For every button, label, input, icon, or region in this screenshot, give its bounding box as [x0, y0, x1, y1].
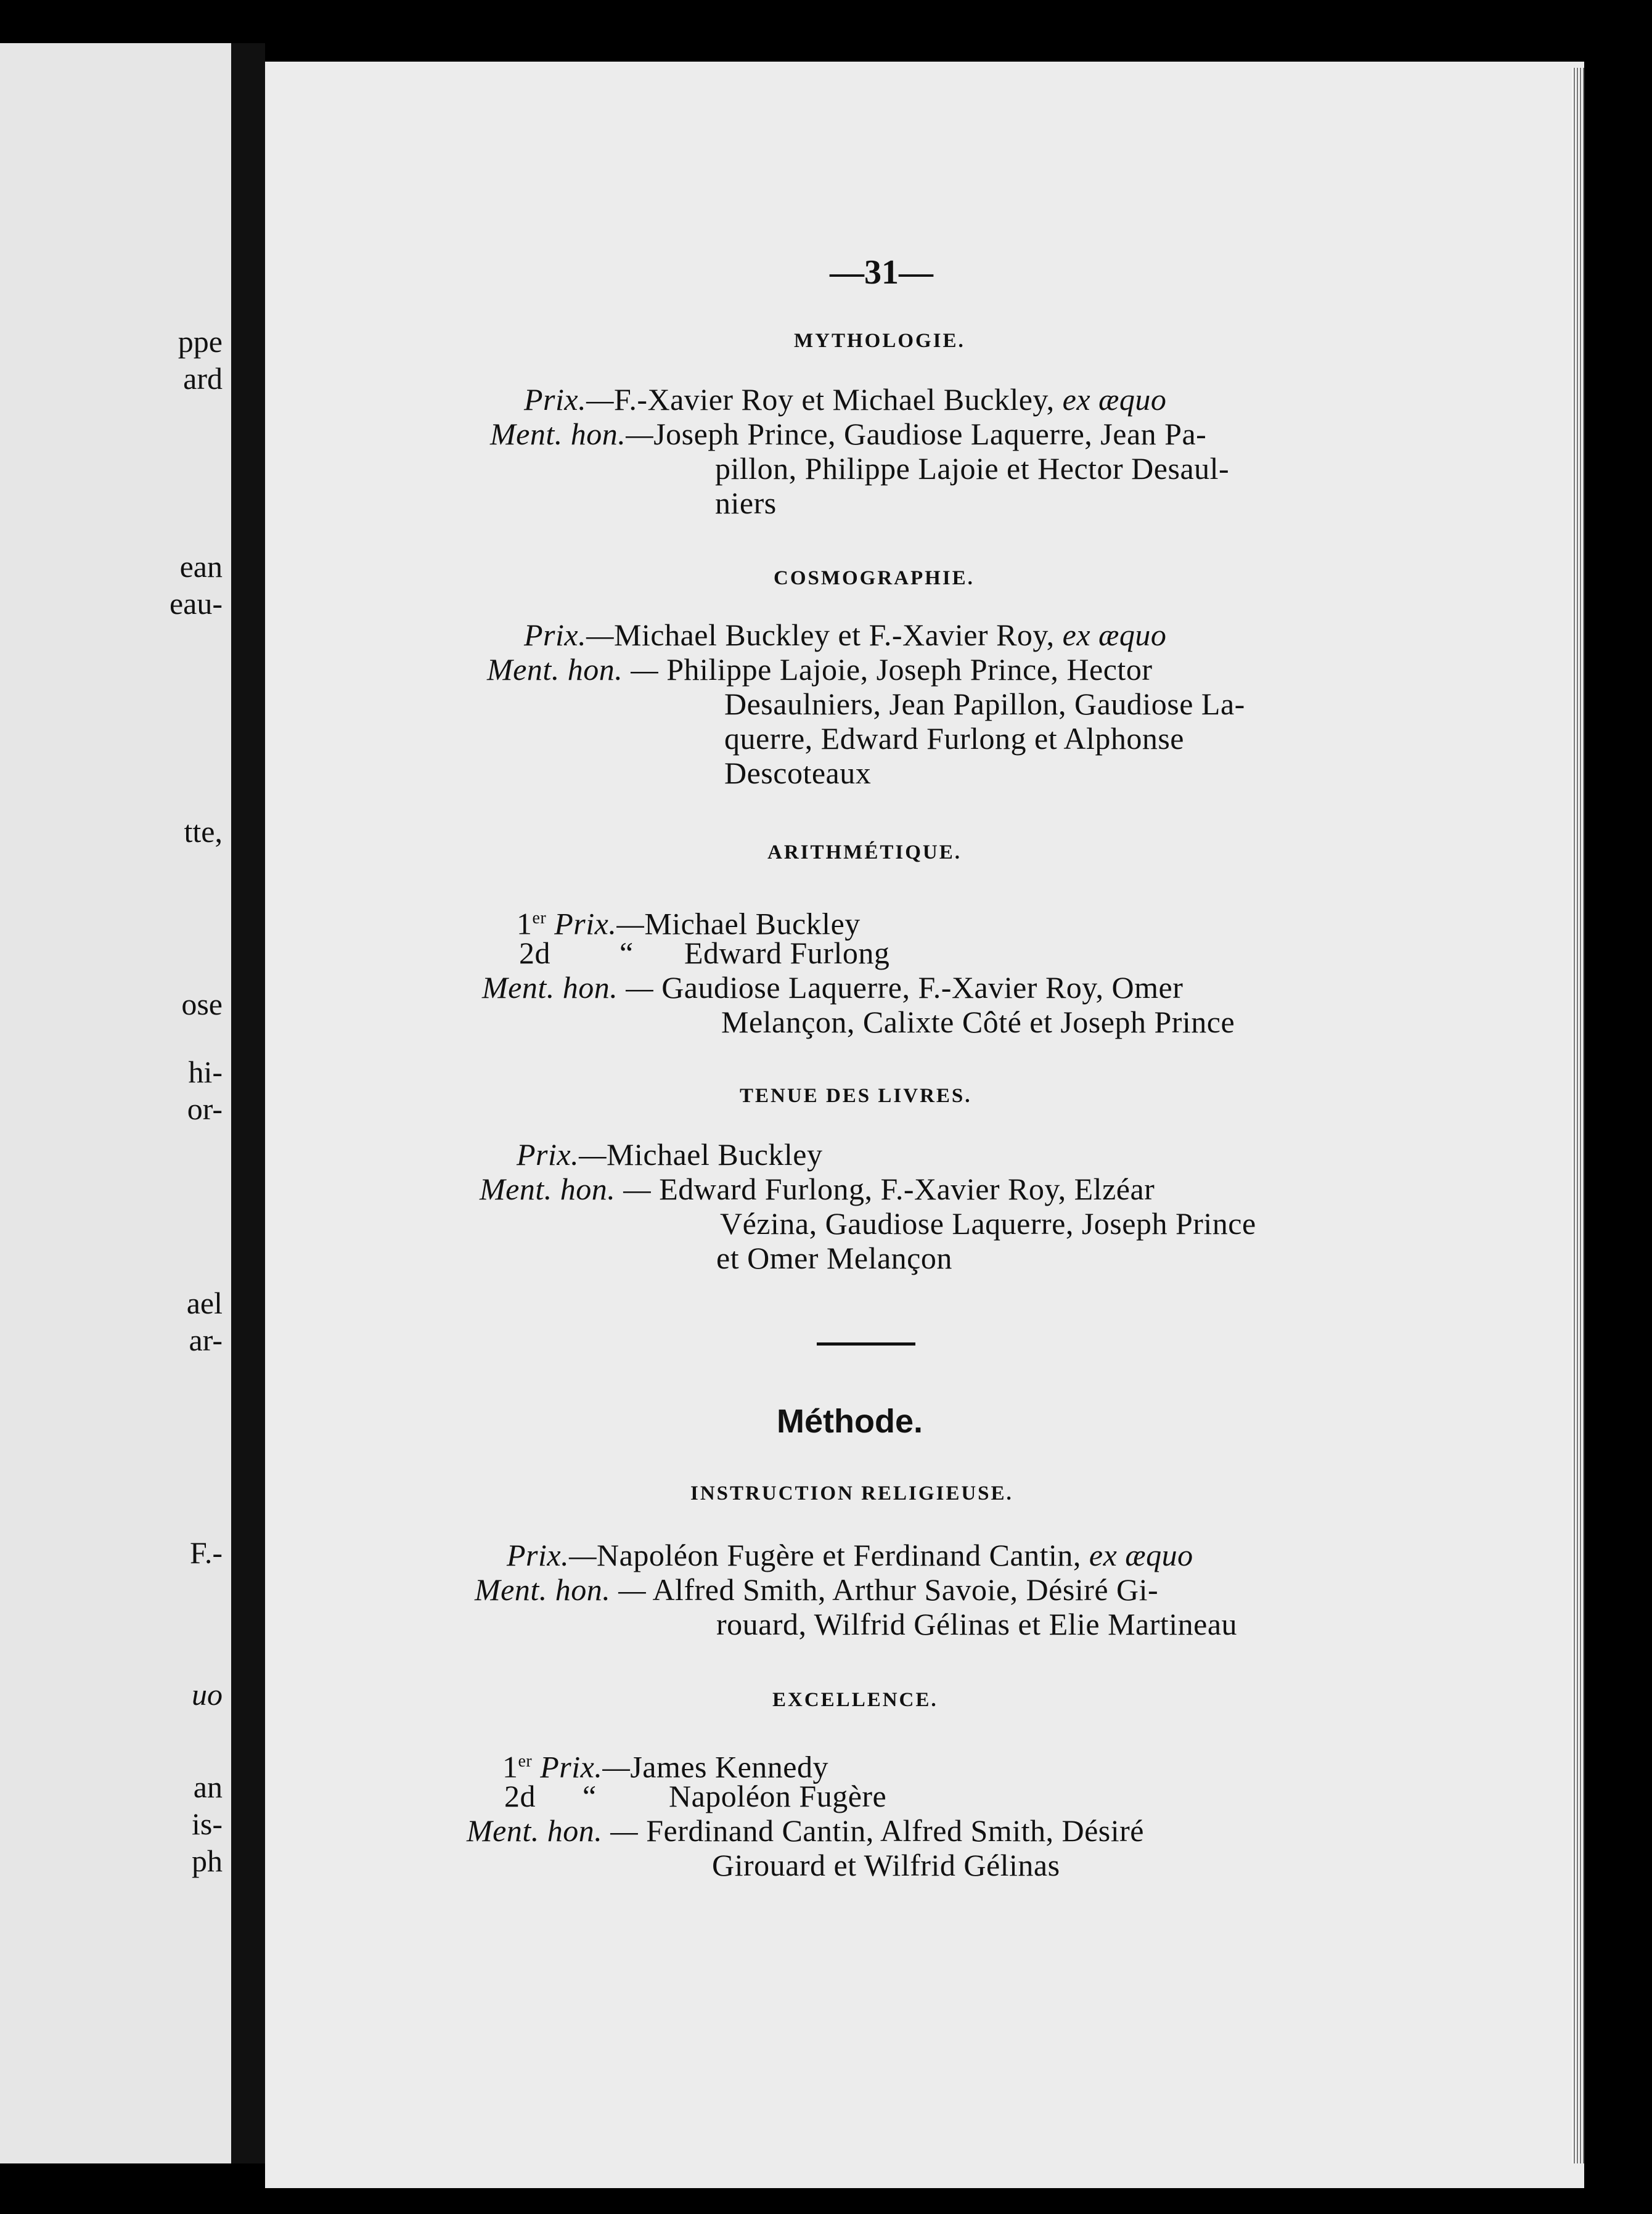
page-number: —31—	[830, 253, 933, 292]
mention-line: rouard, Wilfrid Gélinas et Elie Martineau	[716, 1607, 1238, 1641]
mention-line: Ment. hon. — Alfred Smith, Arthur Savoie, Désiré Gi-	[475, 1572, 1159, 1607]
prize-line: 2d	[504, 1779, 536, 1813]
separator-rule	[817, 1342, 915, 1346]
left-fragment: is-	[192, 1807, 223, 1841]
mention-line: Ment. hon. — Edward Furlong, F.-Xavier Roy, Elzéar	[480, 1172, 1155, 1206]
prize-line: 2d	[519, 936, 550, 970]
section-heading: COSMOGRAPHIE.	[774, 567, 975, 589]
left-fragment: ard	[183, 361, 223, 396]
section-heading: EXCELLENCE.	[772, 1689, 938, 1711]
book-gutter	[231, 43, 265, 2163]
left-fragment: eau-	[169, 586, 223, 621]
ditto-mark: “	[620, 936, 634, 970]
section-heading: INSTRUCTION RELIGIEUSE.	[690, 1482, 1013, 1505]
left-fragment: tte,	[184, 814, 223, 849]
ditto-mark: “	[583, 1779, 597, 1813]
mention-line: Melançon, Calixte Côté et Joseph Prince	[721, 1005, 1235, 1039]
mention-line: Girouard et Wilfrid Gélinas	[712, 1848, 1060, 1882]
mention-line: Ment. hon. — Ferdinand Cantin, Alfred Smith, Désiré	[467, 1813, 1144, 1848]
left-fragment: F.-	[190, 1535, 223, 1570]
prize-line: Prix.—Napoléon Fugère et Ferdinand Cantin, ex æquo	[507, 1538, 1193, 1572]
mention-line: et Omer Melançon	[716, 1241, 952, 1275]
prize-line: Prix.—Michael Buckley	[517, 1137, 823, 1172]
mention-line: Descoteaux	[724, 756, 872, 790]
left-fragment: an	[193, 1770, 223, 1804]
left-fragment: ar-	[189, 1323, 223, 1357]
mention-line: Ment. hon. — Philippe Lajoie, Joseph Prince, Hector	[487, 652, 1153, 687]
left-fragment: uo	[192, 1677, 223, 1712]
left-fragment: hi-	[188, 1055, 223, 1089]
prize-line: Napoléon Fugère	[669, 1779, 887, 1813]
left-fragment: ean	[179, 549, 223, 584]
section-heading: MYTHOLOGIE.	[794, 330, 965, 352]
mention-line: niers	[715, 486, 777, 520]
section-title: Méthode.	[777, 1403, 923, 1440]
left-fragment: ose	[181, 987, 223, 1021]
mention-line: Ment. hon. — Gaudiose Laquerre, F.-Xavier Roy, Omer	[482, 970, 1184, 1005]
left-fragment: ppe	[178, 324, 223, 359]
left-fragment: or-	[187, 1092, 223, 1126]
section-heading: TENUE DES LIVRES.	[740, 1085, 972, 1107]
left-page	[0, 43, 231, 2163]
mention-line: querre, Edward Furlong et Alphonse	[724, 721, 1185, 756]
section-heading: ARITHMÉTIQUE.	[767, 841, 962, 864]
prize-line: Edward Furlong	[684, 936, 890, 970]
mention-line: pillon, Philippe Lajoie et Hector Desaul-	[715, 451, 1230, 486]
left-fragment: ph	[192, 1844, 223, 1878]
prize-line: Prix.—F.-Xavier Roy et Michael Buckley, ex æquo	[524, 382, 1167, 417]
mention-line: Vézina, Gaudiose Laquerre, Joseph Prince	[720, 1206, 1256, 1241]
page-edge	[1572, 68, 1584, 2163]
prize-line: 1er Prix.—Michael Buckley	[517, 906, 861, 941]
mention-line: Ment. hon.—Joseph Prince, Gaudiose Laquerre, Jean Pa-	[490, 417, 1207, 451]
left-fragment: ael	[186, 1286, 223, 1320]
prize-line: 1er Prix.—James Kennedy	[502, 1749, 828, 1784]
mention-line: Desaulniers, Jean Papillon, Gaudiose La-	[724, 687, 1245, 721]
prize-line: Prix.—Michael Buckley et F.-Xavier Roy, ex æquo	[524, 618, 1167, 652]
